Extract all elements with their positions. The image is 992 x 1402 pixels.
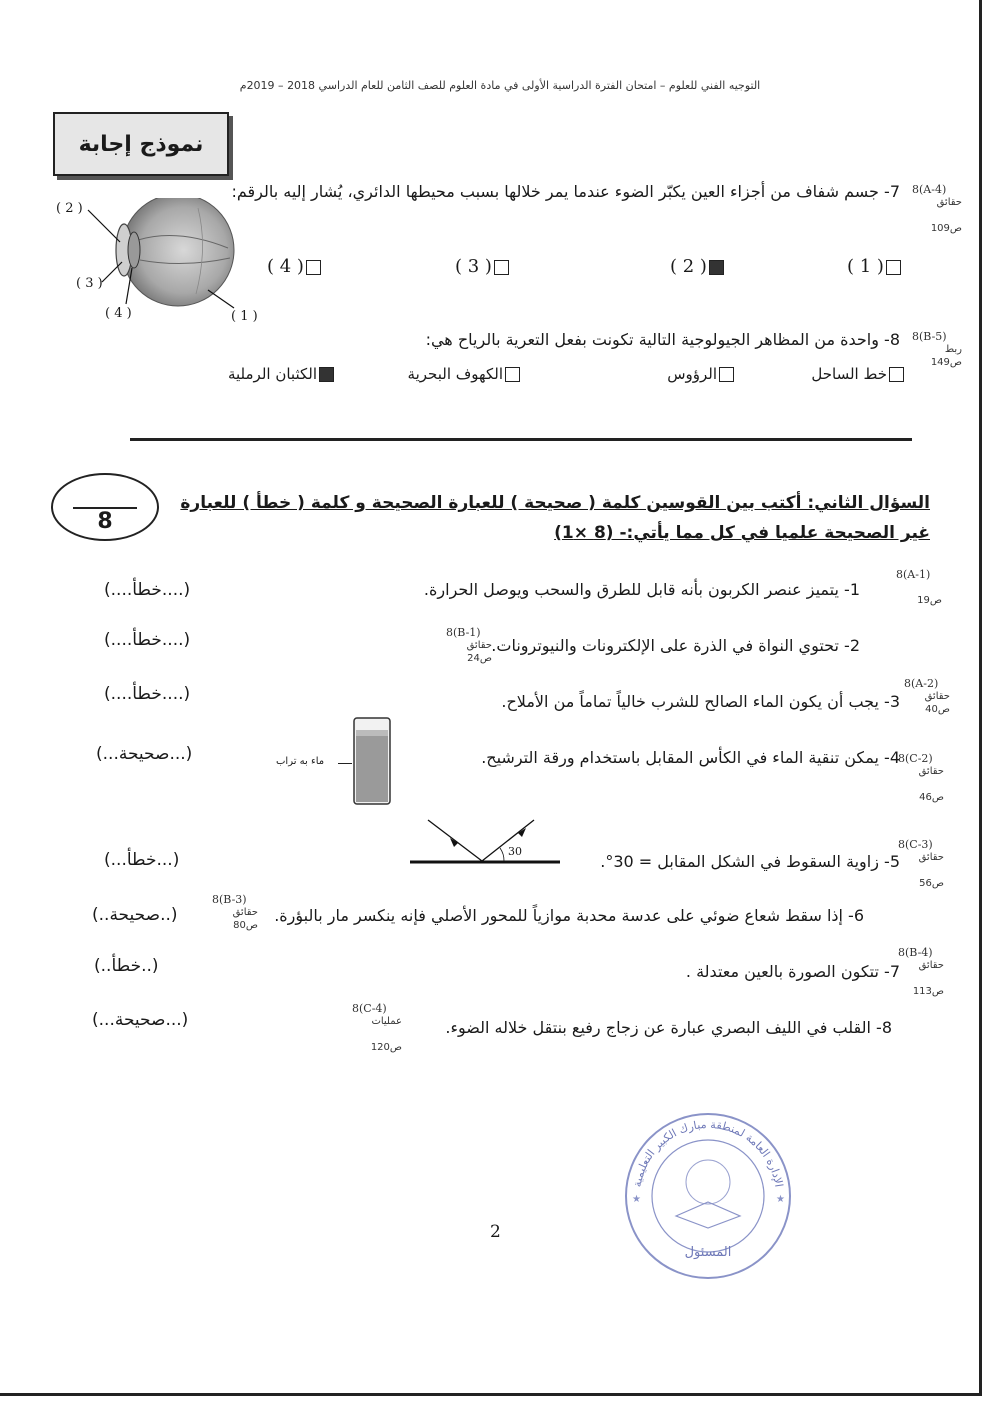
q7-option-1[interactable]: ( 1 ) (847, 256, 903, 277)
beaker-label: ماء به تراب (276, 756, 325, 767)
score-oval (51, 473, 159, 541)
eye-label-1: ( 1 ) (231, 309, 258, 324)
incident-ray (428, 820, 482, 861)
reflection-figure (410, 810, 570, 870)
q7-option-4-checkbox[interactable] (306, 260, 321, 275)
item-5-answer[interactable]: (...خطأ...) (104, 850, 180, 870)
item-3-reference: 8(A-2) حقائق ص40 (904, 677, 950, 715)
stamp-star-left: ★ (632, 1194, 641, 1205)
q7-option-2-checkbox-checked[interactable] (709, 260, 724, 275)
item-8-reference: 8(C-4) عمليات ص120 (352, 1002, 402, 1053)
item-2-text: 2- تحتوي النواة في الذرة على الإلكترونات والنيوترونات. (491, 636, 860, 655)
q8-option-4-checkbox-checked[interactable] (319, 367, 334, 382)
item-8-text: 8- القلب في الليف البصري عبارة عن زجاج رفيع بنتقل خلاله الضوء. (445, 1018, 892, 1037)
q7-option-3-checkbox[interactable] (494, 260, 509, 275)
page-number: 2 (490, 1222, 501, 1242)
item-6-reference: 8(B-3) حقائق ص80 (212, 893, 258, 931)
item-6-answer[interactable]: (..صحيحة..) (92, 905, 178, 925)
item-5-reference: 8(C-3) حقائق ص56 (898, 838, 944, 889)
item-4-text: 4- يمكن تنقية الماء في الكأس المقابل باستخدام ورقة الترشيح. (481, 748, 900, 767)
stamp-arc-text: الإدارة العامة لمنطقة مبارك الكبير التعليمية (630, 1117, 786, 1188)
q8-option-2-checkbox[interactable] (719, 367, 734, 382)
angle-arc (500, 848, 504, 861)
q7-option-3[interactable]: ( 3 ) (455, 256, 511, 277)
answer-model-badge: نموذج إجابة (53, 112, 229, 176)
page-header: التوجيه الفني للعلوم – امتحان الفترة الدراسية الأولى في مادة العلوم للصف الثامن للعام الدراسي 2018 – 2019م (239, 79, 761, 92)
item-6-text: 6- إذا سقط شعاع ضوئي على عدسة محدبة موازياً للمحور الأصلي فإنه ينكسر مار بالبؤرة. (274, 906, 864, 925)
eye-diagram (58, 198, 258, 328)
eye-label-2: ( 2 ) (56, 201, 83, 216)
item-2-reference: 8(B-1) حقائق ص24 (446, 626, 492, 664)
section2-title: السؤال الثاني: أكتب بين القوسين كلمة ( صحيحة ) للعبارة الصحيحة و كلمة ( خطأ ) للعبارة غير الصحيحة علميا في كل مما يأتي:- (8 ×1) (180, 493, 930, 543)
official-stamp (618, 1106, 798, 1282)
q8-option-4[interactable]: الكثبان الرملية (228, 365, 336, 383)
q8-option-3-checkbox[interactable] (505, 367, 520, 382)
item-1-answer[interactable]: (....خطأ....) (104, 580, 191, 600)
q7-text: 7- جسم شفاف من أجزاء العين يكبّر الضوء عندما يمر خلالها بسبب محيطها الدائري، يُشار إليه بالرقم: (231, 182, 900, 201)
q7-reference: 8(A-4) حقائق ص109 (912, 183, 962, 234)
section-divider (130, 438, 912, 441)
item-7-answer[interactable]: (..خطأ..) (94, 956, 159, 976)
eye-label-4: ( 4 ) (105, 306, 132, 321)
q8-text: 8- واحدة من المظاهر الجيولوجية التالية تكونت بفعل التعرية بالرياح هي: (425, 330, 900, 349)
stamp-bottom-text: المسئول (684, 1245, 732, 1260)
item-7-text: 7- تتكون الصورة بالعين معتدلة . (685, 962, 900, 981)
beaker-figure (352, 716, 394, 808)
svg-text:الإدارة العامة لمنطقة مبارك ال (631, 1118, 786, 1188)
q8-option-3[interactable]: الكهوف البحرية (408, 365, 522, 383)
stamp-star-right: ★ (776, 1194, 785, 1205)
item-1-reference: 8(A-1) ص19 (896, 568, 942, 606)
item-2-answer[interactable]: (....خطأ....) (104, 630, 191, 650)
eyeball-shape (116, 198, 234, 306)
item-4-reference: 8(C-2) حقائق ص46 (898, 752, 944, 803)
q7-option-4[interactable]: ( 4 ) (267, 256, 323, 277)
angle-label: 30 (508, 845, 522, 858)
item-8-answer[interactable]: (...صحيحة...) (92, 1010, 189, 1030)
arrow-3 (102, 262, 122, 282)
item-7-reference: 8(B-4) حقائق ص113 (898, 946, 944, 997)
arrow-1 (208, 290, 234, 308)
q8-reference: 8(B-5) ربط ص149 (912, 330, 962, 368)
score-value: 8 (97, 509, 113, 534)
item-3-answer[interactable]: (....خطأ....) (104, 684, 191, 704)
q7-option-2[interactable]: ( 2 ) (670, 256, 726, 277)
q8-option-1[interactable]: خط الساحل (811, 365, 906, 383)
item-1-text: 1- يتميز عنصر الكربون بأنه قابل للطرق والسحب ويوصل الحرارة. (423, 580, 860, 599)
q8-option-1-checkbox[interactable] (889, 367, 904, 382)
item-3-text: 3- يجب أن يكون الماء الصالح للشرب خالياً تماماً من الأملاح. (501, 692, 900, 711)
q7-option-1-checkbox[interactable] (886, 260, 901, 275)
eye-label-3: ( 3 ) (76, 276, 103, 291)
beaker-pointer (338, 763, 352, 764)
item-4-answer[interactable]: (...صحيحة...) (96, 744, 193, 764)
arrow-2 (88, 210, 120, 242)
item-5-text: 5- زاوية السقوط في الشكل المقابل = 30°. (600, 852, 900, 871)
q8-option-2[interactable]: الرؤوس (667, 365, 736, 383)
